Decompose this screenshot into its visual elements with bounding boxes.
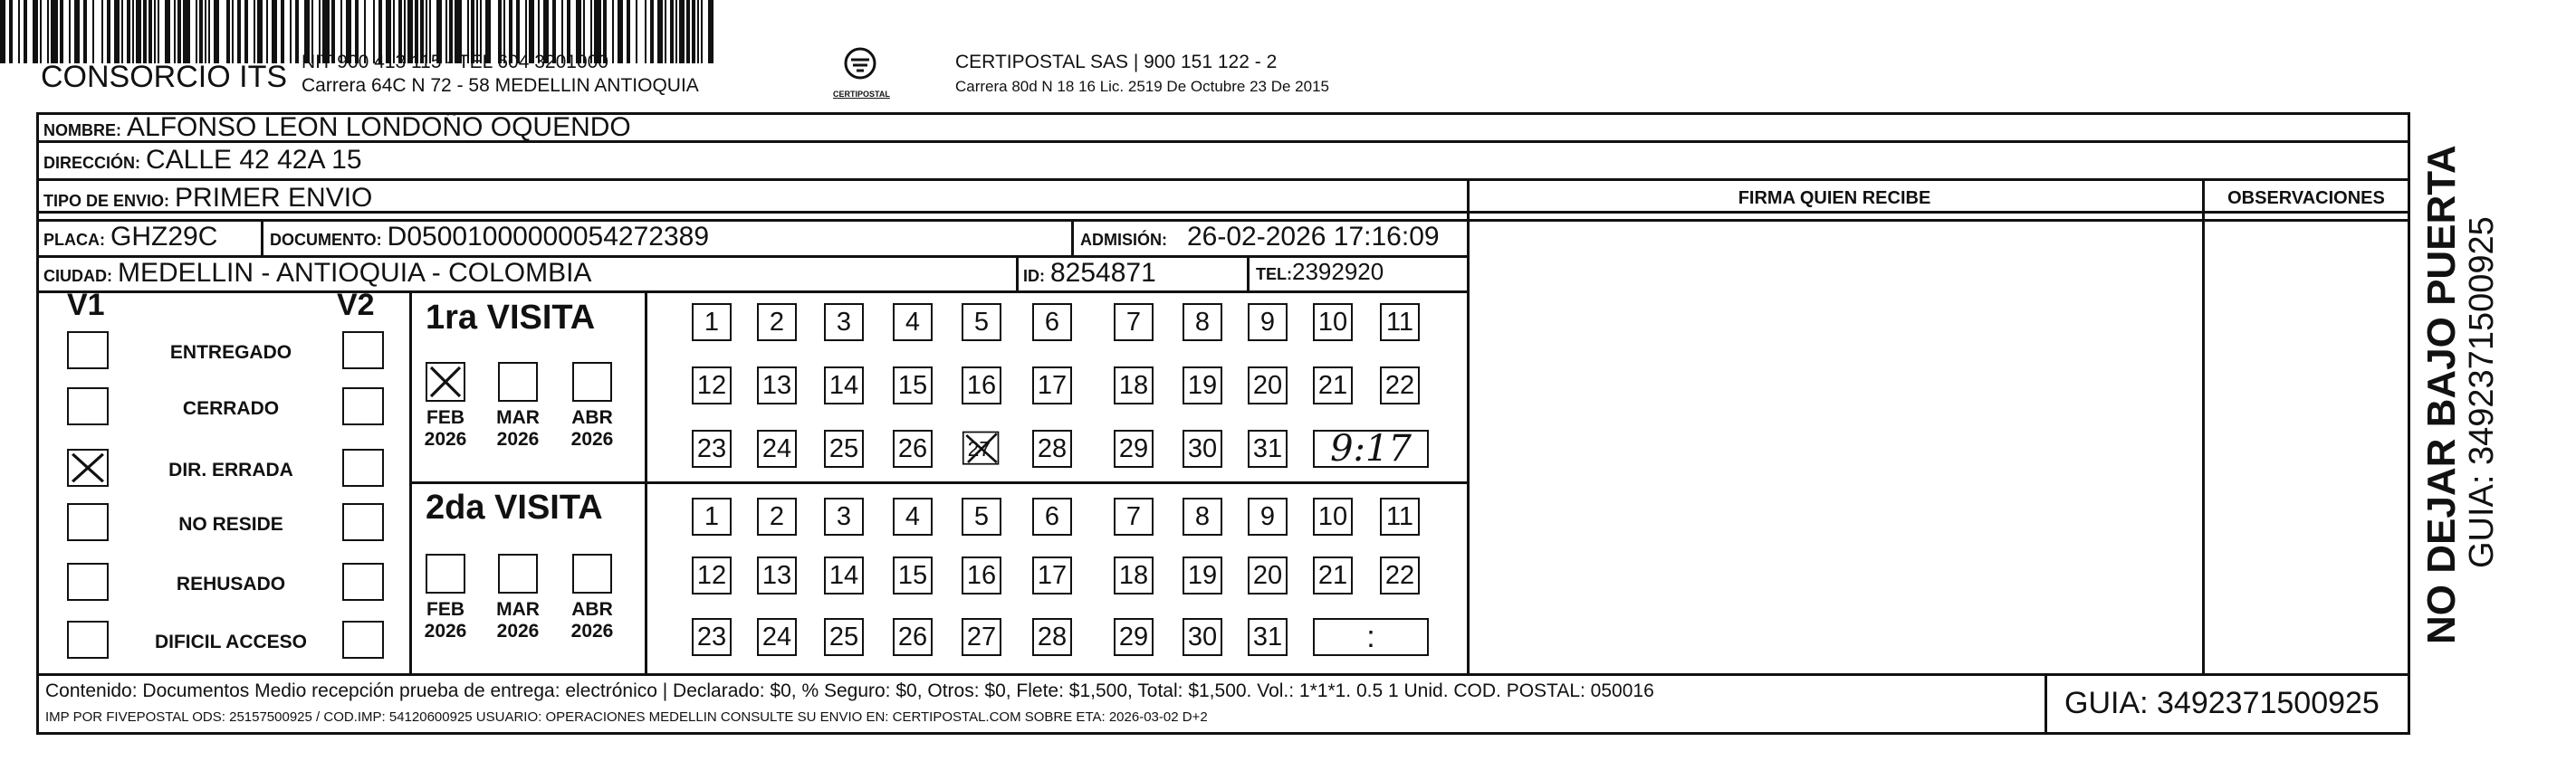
day-number: 21 — [1317, 560, 1348, 590]
day-number: 1 — [704, 307, 720, 337]
col-divider — [1247, 255, 1250, 290]
day-number: 14 — [828, 370, 859, 400]
signature-header: FIRMA QUIEN RECIBE — [1738, 188, 1931, 208]
barcode-bar — [214, 0, 219, 63]
v1-checkbox[interactable] — [67, 621, 109, 659]
day-box[interactable] — [1248, 618, 1288, 656]
day-box[interactable] — [1114, 366, 1154, 404]
day-box[interactable] — [1183, 303, 1222, 341]
barcode-bar — [127, 0, 130, 63]
operator-name: CERTIPOSTAL SAS | 900 151 122 - 2 — [955, 52, 1278, 72]
recipient-name: ALFONSO LEON LONDOÑO OQUENDO — [127, 112, 631, 142]
day-box[interactable] — [692, 498, 732, 536]
day-number: 15 — [897, 370, 928, 400]
status-label: ENTREGADO — [169, 342, 292, 363]
day-box[interactable] — [1248, 303, 1288, 341]
day-number: 23 — [696, 622, 727, 652]
v2-header: V2 — [337, 288, 375, 322]
day-box[interactable] — [1248, 498, 1288, 536]
barcode-bar — [257, 0, 263, 63]
city-value: MEDELLIN - ANTIOQUIA - COLOMBIA — [118, 258, 592, 288]
v2-checkbox[interactable] — [342, 387, 384, 425]
day-number: 4 — [905, 307, 921, 337]
day-number: 1 — [704, 501, 720, 531]
day-box-marked[interactable] — [962, 430, 1001, 468]
tel-label: TEL: — [1256, 265, 1292, 283]
day-box[interactable] — [1248, 366, 1288, 404]
barcode-bar — [132, 0, 134, 63]
day-number: 19 — [1187, 560, 1218, 590]
day-box[interactable] — [692, 430, 732, 468]
day-box[interactable] — [962, 303, 1001, 341]
id-cell — [1023, 258, 1156, 289]
month-name: FEB — [426, 407, 464, 428]
tel-value: 2392920 — [1292, 258, 1384, 285]
admission-cell — [1080, 222, 1440, 252]
day-box[interactable] — [824, 556, 864, 595]
day-box[interactable] — [1313, 498, 1353, 536]
v1-checkbox[interactable] — [67, 503, 109, 541]
month-name: ABR — [571, 407, 613, 428]
day-box[interactable] — [757, 556, 797, 595]
day-number: 18 — [1118, 560, 1149, 590]
day-number: 16 — [966, 370, 997, 400]
day-number: 6 — [1044, 307, 1060, 337]
day-box[interactable] — [1380, 303, 1420, 341]
barcode-bar — [136, 0, 141, 63]
footer-contents: Contenido: Documentos Medio recepción prueba de entrega: electrónico | Declarado: $0, % Seguro: $0, Otros: $0, Flete: $1,500, Total: $1,500. Vol.: 1*1*1. 0.5 1 Unid. COD. POSTAL: 050016 — [45, 680, 1654, 701]
month-year: 2026 — [496, 621, 540, 642]
shipping-type-label: TIPO DE ENVIO: — [43, 192, 170, 210]
name-row — [43, 112, 631, 143]
barcode-bar — [114, 0, 120, 63]
day-box[interactable] — [1183, 430, 1222, 468]
document-value: D05001000000054272389 — [387, 222, 710, 252]
barcode-bar — [290, 0, 292, 63]
day-box[interactable] — [1032, 618, 1072, 656]
day-number: 13 — [761, 370, 792, 400]
col-divider — [2202, 178, 2205, 673]
observations-header: OBSERVACIONES — [2227, 188, 2385, 208]
row-divider — [36, 178, 2410, 181]
day-box[interactable] — [692, 618, 732, 656]
day-box[interactable] — [1248, 556, 1288, 595]
barcode-bar — [177, 0, 181, 63]
day-box[interactable] — [1032, 303, 1072, 341]
barcode-bar — [205, 0, 206, 63]
month-name: FEB — [426, 599, 464, 620]
barcode-bar — [244, 0, 248, 63]
day-box[interactable] — [757, 498, 797, 536]
month-checkbox[interactable] — [498, 554, 538, 594]
v2-checkbox[interactable] — [342, 621, 384, 659]
day-box[interactable] — [1183, 498, 1222, 536]
barcode-bar — [254, 0, 255, 63]
barcode-bar — [701, 0, 703, 63]
day-number: 24 — [761, 433, 792, 463]
operator-address: Carrera 80d N 18 16 Lic. 2519 De Octubre 23 De 2015 — [955, 78, 1329, 95]
barcode-bar — [47, 0, 49, 63]
col-divider — [409, 290, 412, 673]
barcode-bar — [697, 0, 699, 63]
plate-label: PLACA: — [43, 231, 105, 249]
day-number: 26 — [897, 622, 928, 652]
month-checkbox[interactable] — [572, 554, 612, 594]
day-box[interactable] — [1313, 366, 1353, 404]
day-number: 5 — [973, 501, 990, 531]
col-divider — [261, 219, 263, 255]
barcode-bar — [612, 0, 614, 63]
barcode-bar — [196, 0, 197, 63]
company-nit: NIT 900 413 115 - TEL 604 3201000 — [302, 52, 608, 72]
day-box[interactable] — [1114, 498, 1154, 536]
day-number: 26 — [897, 433, 928, 463]
address-label: DIRECCIÓN: — [43, 154, 140, 172]
v1-checkbox[interactable] — [67, 563, 109, 601]
time-value: : — [1366, 619, 1375, 654]
month-label — [563, 599, 621, 642]
day-box[interactable] — [1380, 498, 1420, 536]
day-box[interactable] — [893, 618, 933, 656]
barcode-bar — [143, 0, 147, 63]
barcode-bar — [675, 0, 677, 63]
day-number: 12 — [696, 560, 727, 590]
barcode-bar — [670, 0, 674, 63]
barcode-bar — [83, 0, 87, 63]
status-label: NO RESIDE — [178, 514, 283, 535]
address-row — [43, 145, 362, 176]
status-label: DIFICIL ACCESO — [154, 632, 307, 652]
day-box[interactable] — [962, 618, 1001, 656]
v1-checkbox[interactable] — [67, 449, 109, 487]
day-number: 29 — [1118, 433, 1149, 463]
day-number: 9 — [1259, 501, 1276, 531]
day-number: 6 — [1044, 501, 1060, 531]
day-box[interactable] — [824, 303, 864, 341]
month-label — [489, 407, 547, 451]
day-number: 7 — [1125, 501, 1142, 531]
barcode-bar — [121, 0, 123, 63]
day-box[interactable] — [1248, 430, 1288, 468]
barcode-bar — [657, 0, 663, 63]
company-address: Carrera 64C N 72 - 58 MEDELLIN ANTIOQUIA — [302, 75, 699, 96]
v1-checkbox[interactable] — [67, 387, 109, 425]
month-year: 2026 — [570, 429, 614, 450]
day-box[interactable] — [893, 430, 933, 468]
day-box[interactable] — [1032, 430, 1072, 468]
visit1-title: 1ra VISITA — [426, 299, 596, 337]
barcode-bar — [74, 0, 80, 63]
v2-checkbox[interactable] — [342, 449, 384, 487]
col-divider — [1016, 255, 1019, 290]
v1-header: V1 — [67, 288, 105, 322]
month-checkbox[interactable] — [426, 554, 465, 594]
barcode-bar — [183, 0, 190, 63]
day-box[interactable] — [757, 618, 797, 656]
day-box[interactable] — [824, 366, 864, 404]
row-divider — [36, 290, 1467, 293]
day-box[interactable] — [962, 366, 1001, 404]
barcode-bar — [40, 0, 42, 63]
side-guia: GUIA: 3492371500925 — [2463, 216, 2501, 568]
day-number: 18 — [1118, 370, 1149, 400]
row-divider — [409, 481, 1467, 484]
month-label — [563, 407, 621, 451]
day-number: 2 — [769, 501, 785, 531]
time-box[interactable] — [1313, 618, 1429, 656]
barcode-bar — [101, 0, 103, 63]
barcode-bar — [692, 0, 695, 63]
day-number: 31 — [1252, 433, 1283, 463]
barcode-bar — [272, 0, 277, 63]
day-box[interactable] — [1183, 556, 1222, 595]
barcode-bar — [618, 0, 623, 63]
month-name: ABR — [571, 599, 613, 620]
barcode-bar — [9, 0, 13, 63]
month-checkbox[interactable] — [498, 362, 538, 402]
day-box[interactable] — [1313, 556, 1353, 595]
company-name: CONSORCIO ITS — [41, 60, 288, 94]
month-label — [417, 407, 474, 451]
month-year: 2026 — [424, 429, 467, 450]
day-number: 25 — [828, 433, 859, 463]
day-box[interactable] — [1313, 303, 1353, 341]
month-year: 2026 — [496, 429, 540, 450]
barcode-bar — [650, 0, 654, 63]
visit2-title: 2da VISITA — [426, 489, 603, 527]
barcode-bar — [158, 0, 159, 63]
day-number: 3 — [836, 307, 852, 337]
day-number: 7 — [1125, 307, 1142, 337]
day-number: 17 — [1037, 560, 1068, 590]
day-number: 9 — [1259, 307, 1276, 337]
col-divider — [645, 290, 647, 673]
day-number: 27 — [966, 622, 997, 652]
barcode-bar — [33, 0, 38, 63]
admission-value: 26-02-2026 17:16:09 — [1187, 222, 1440, 252]
time-value: 9:17 — [1330, 428, 1412, 470]
barcode-bar — [199, 0, 203, 63]
day-box[interactable] — [893, 498, 933, 536]
day-number: 22 — [1384, 370, 1415, 400]
day-number: 14 — [828, 560, 859, 590]
barcode-bar — [18, 0, 20, 63]
row-divider — [1467, 211, 2410, 214]
day-number: 2 — [769, 307, 785, 337]
shipping-type: PRIMER ENVIO — [175, 183, 373, 213]
barcode-bar — [237, 0, 241, 63]
day-box[interactable] — [692, 556, 732, 595]
status-label: REHUSADO — [176, 574, 286, 595]
day-number: 28 — [1037, 433, 1068, 463]
day-number: 20 — [1252, 560, 1283, 590]
plate-value: GHZ29C — [110, 222, 218, 252]
barcode-bar — [154, 0, 156, 63]
day-number: 3 — [836, 501, 852, 531]
day-box[interactable] — [962, 556, 1001, 595]
day-box[interactable] — [757, 430, 797, 468]
day-box[interactable] — [1114, 430, 1154, 468]
day-box[interactable] — [1380, 556, 1420, 595]
day-box[interactable] — [893, 303, 933, 341]
barcode-bar — [226, 0, 230, 63]
day-number: 15 — [897, 560, 928, 590]
day-box[interactable] — [1380, 366, 1420, 404]
col-divider — [2045, 673, 2047, 735]
month-name: MAR — [496, 599, 540, 620]
day-box[interactable] — [1183, 366, 1222, 404]
day-number: 30 — [1187, 433, 1218, 463]
barcode-bar — [208, 0, 210, 63]
day-number: 22 — [1384, 560, 1415, 590]
barcode-bar — [708, 0, 713, 63]
col-divider — [1071, 219, 1074, 255]
barcode-bar — [645, 0, 646, 63]
logo-text: CERTIPOSTAL — [833, 90, 890, 99]
day-number: 19 — [1187, 370, 1218, 400]
barcode-bar — [107, 0, 110, 63]
month-label — [417, 599, 474, 642]
day-number: 23 — [696, 433, 727, 463]
day-number: 31 — [1252, 622, 1283, 652]
day-number: 16 — [966, 560, 997, 590]
day-number: 17 — [1037, 370, 1068, 400]
day-box[interactable] — [692, 366, 732, 404]
day-box[interactable] — [1114, 618, 1154, 656]
barcode-bar — [174, 0, 176, 63]
v1-checkbox[interactable] — [67, 331, 109, 369]
day-number: 8 — [1194, 307, 1211, 337]
barcode-bar — [232, 0, 234, 63]
barcode-bar — [51, 0, 58, 63]
row-divider — [36, 673, 2410, 676]
plate-cell — [43, 222, 217, 252]
month-year: 2026 — [424, 621, 467, 642]
city-cell — [43, 258, 591, 289]
month-name: MAR — [496, 407, 540, 428]
month-checkbox[interactable] — [572, 362, 612, 402]
day-box[interactable] — [1114, 556, 1154, 595]
day-number: 5 — [973, 307, 990, 337]
day-number: 13 — [761, 560, 792, 590]
barcode-bar — [665, 0, 666, 63]
barcode-bar — [295, 0, 299, 63]
day-box[interactable] — [824, 618, 864, 656]
barcode-bar — [92, 0, 94, 63]
day-box[interactable] — [1114, 303, 1154, 341]
col-divider — [1467, 178, 1470, 673]
side-warning: NO DEJAR BAJO PUERTA — [2419, 145, 2464, 644]
day-number: 29 — [1118, 622, 1149, 652]
day-box[interactable] — [1183, 618, 1222, 656]
footer-guia: GUIA: 3492371500925 — [2064, 686, 2380, 720]
day-number: 24 — [761, 622, 792, 652]
id-label: ID: — [1023, 267, 1045, 285]
day-number: 25 — [828, 622, 859, 652]
barcode-bar — [165, 0, 170, 63]
day-box[interactable] — [824, 498, 864, 536]
month-label — [489, 599, 547, 642]
day-number: 20 — [1252, 370, 1283, 400]
certipostal-logo — [833, 45, 890, 101]
barcode-bar — [0, 0, 5, 63]
recipient-address: CALLE 42 42A 15 — [146, 145, 362, 175]
day-number: 11 — [1385, 501, 1414, 531]
day-number: 10 — [1317, 501, 1348, 531]
month-year: 2026 — [570, 621, 614, 642]
day-number: 21 — [1317, 370, 1348, 400]
id-value: 8254871 — [1050, 258, 1156, 288]
month-checkbox[interactable] — [426, 362, 465, 402]
day-box[interactable] — [824, 430, 864, 468]
document-label: DOCUMENTO: — [270, 231, 382, 249]
day-box[interactable] — [1032, 498, 1072, 536]
v2-checkbox[interactable] — [342, 563, 384, 601]
day-box[interactable] — [757, 366, 797, 404]
barcode-bar — [266, 0, 268, 63]
barcode-bar — [627, 0, 630, 63]
svg-text:27: 27 — [967, 436, 991, 461]
barcode-bar — [24, 0, 27, 63]
day-number: 30 — [1187, 622, 1218, 652]
document-cell — [270, 222, 709, 252]
barcode-bar — [69, 0, 71, 63]
name-label: NOMBRE: — [43, 121, 121, 139]
barcode-bar — [281, 0, 284, 63]
day-number: 28 — [1037, 622, 1068, 652]
day-number: 12 — [696, 370, 727, 400]
admission-label: ADMISIÓN: — [1080, 231, 1167, 249]
barcode-bar — [148, 0, 152, 63]
tel-cell — [1256, 258, 1384, 286]
day-box[interactable] — [692, 303, 732, 341]
day-box[interactable] — [893, 556, 933, 595]
city-label: CIUDAD: — [43, 267, 112, 285]
day-number: 4 — [905, 501, 921, 531]
footer-imp-line: IMP POR FIVEPOSTAL ODS: 25157500925 / COD.IMP: 54120600925 USUARIO: OPERACIONES MEDELLIN CONSULTE SU ENVIO EN: CERTIPOSTAL.COM SOBRE ETA: 2026-03-02 D+2 — [45, 709, 1208, 725]
status-label: CERRADO — [182, 398, 280, 419]
time-box[interactable] — [1313, 430, 1429, 468]
day-box[interactable] — [1032, 556, 1072, 595]
day-number: 11 — [1385, 307, 1414, 337]
day-number: 8 — [1194, 501, 1211, 531]
day-box[interactable] — [1032, 366, 1072, 404]
status-label: DIR. ERRADA — [168, 460, 293, 480]
barcode-bar — [686, 0, 690, 63]
day-box[interactable] — [962, 498, 1001, 536]
v2-checkbox[interactable] — [342, 503, 384, 541]
day-box[interactable] — [893, 366, 933, 404]
shipping-type-row — [43, 183, 372, 214]
day-box[interactable] — [757, 303, 797, 341]
barcode-bar — [679, 0, 685, 63]
day-number: 10 — [1317, 307, 1348, 337]
barcode-bar — [636, 0, 637, 63]
barcode-bar — [60, 0, 63, 63]
v2-checkbox[interactable] — [342, 331, 384, 369]
